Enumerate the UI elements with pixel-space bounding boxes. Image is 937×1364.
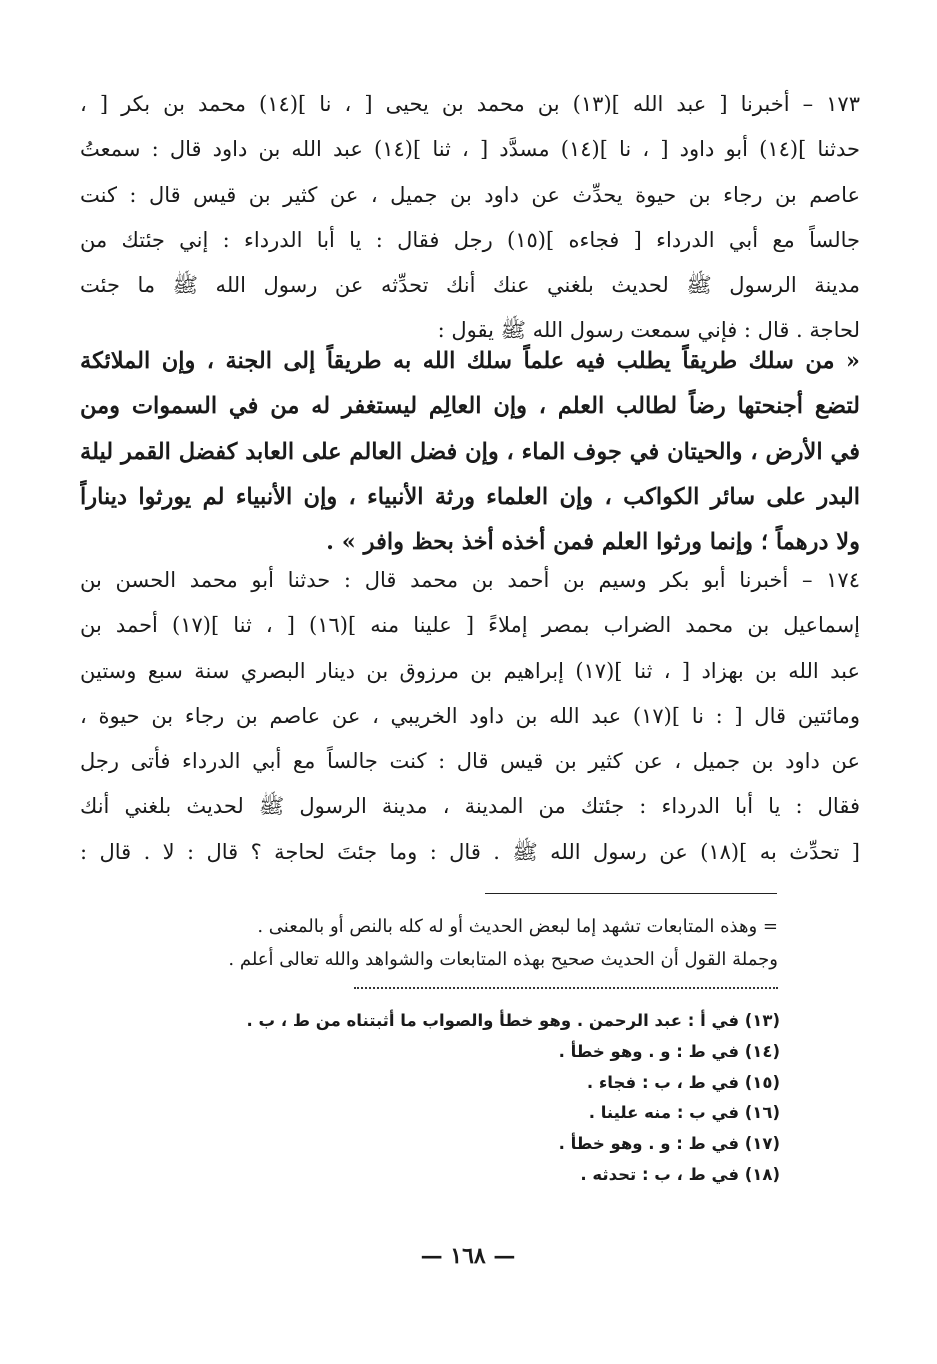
text-line: مدينة الرسول ﷺ لحديث بلغني عنك أنك تحدِّثه عن رسول الله ﷺ ما جئت <box>80 273 860 298</box>
text-line: حدثنا ](١٤) أبو داود [ ، نا ](١٤) مسدَّد [ ، ثنا ](١٤) عبد الله بن داود قال : سمعتُ <box>80 137 860 162</box>
text-line: فقال : يا أبا الدرداء : جئتك من المدينة ، مدينة الرسول ﷺ لحديث بلغني أنك <box>80 794 860 819</box>
footnote: (١٤) في ط : و . وهو خطأ . <box>558 1041 780 1061</box>
text-line: لحاجة . قال : فإني سمعت رسول الله ﷺ يقول : <box>437 318 860 343</box>
hadith-quote <box>80 339 860 565</box>
hadith-173-paragraph <box>80 82 860 354</box>
text-line: عن داود بن جميل ، عن كثير بن قيس قال : كنت جالساً مع أبي الدرداء فأتى رجل <box>80 749 860 774</box>
dotted-separator <box>354 987 778 989</box>
footnotes-list <box>200 1006 780 1191</box>
footnote: (١٥) في ط ، ب : فجاء . <box>586 1072 780 1092</box>
footnote: (١٨) في ط ، ب : تحدثه . <box>580 1164 780 1184</box>
text-line: ١٧٤ – أخبرنا أبو بكر وسيم بن أحمد بن محمد قال : حدثنا أبو محمد الحسن بن <box>80 568 860 592</box>
quote-line: ولا درهماً ؛ وإنما ورثوا العلم فمن أخذه أخذ بحظ وافر » . <box>326 529 860 556</box>
quote-line: « من سلك طريقاً يطلب فيه علماً سلك الله به طريقاً إلى الجنة ، وإن الملائكة <box>80 348 860 374</box>
continued-footnote <box>120 910 778 976</box>
text-line: ومائتين قال [ : نا ](١٧) عبد الله بن داود الخريبي ، عن عاصم بن رجاء بن حيوة ، <box>80 703 860 728</box>
text-line: إسماعيل بن محمد الضراب بمصر إملاءً [ علينا منه ](١٦) [ ، ثنا ](١٧) أحمد بن <box>80 613 860 638</box>
hadith-174-paragraph <box>80 558 860 875</box>
text-line: [ تحدِّث به ](١٨) عن رسول الله ﷺ . قال : وما جئتَ لحاجة ؟ قال : لا . قال : <box>80 839 860 864</box>
text-line: ١٧٣ – أخبرنا [ عبد الله ](١٣) بن محمد بن يحيى [ ، نا ](١٤) محمد بن بكر [ ، <box>80 92 860 116</box>
note-line: وجملة القول أن الحديث صحيح بهذه المتابعات والشواهد والله تعالى أعلم . <box>228 949 778 970</box>
quote-line: لتضع أجنحتها رضاً لطالب العلم ، وإن العالِم ليستغفر له من في السموات ومن <box>80 393 860 420</box>
text-line: جالساً مع أبي الدرداء [ فجاءه ](١٥) رجل فقال : يا أبا الدرداء : إني جئتك من <box>80 227 860 252</box>
text-line: عبد الله بن بهزاد [ ، ثنا ](١٧) إبراهيم بن مرزوق بن دينار البصري سنة سبع وستين <box>80 658 860 683</box>
quote-line: البدر على سائر الكواكب ، وإن العلماء ورثة الأنبياء ، وإن الأنبياء لم يورثوا ديناراً <box>80 483 860 510</box>
footnote: (١٣) في أ : عبد الرحمن . وهو خطأ والصواب ما أثبتناه من ط ، ب . <box>246 1011 780 1030</box>
page-number: — ١٦٨ — <box>420 1243 516 1269</box>
footnote-separator <box>485 893 777 894</box>
quote-line: في الأرض ، والحيتان في جوف الماء ، وإن فضل العالم على العابد كفضل القمر ليلة <box>80 438 860 465</box>
text-line: عاصم بن رجاء بن حيوة يحدِّث عن داود بن جميل ، عن كثير بن قيس قال : كنت <box>80 182 860 207</box>
footnote: (١٦) في ب : منه علينا . <box>588 1103 780 1123</box>
note-line: = وهذه المتابعات تشهد إما لبعض الحديث أو له كله بالنص أو بالمعنى . <box>257 916 778 937</box>
footnote: (١٧) في ط : و . وهو خطأ . <box>558 1134 780 1154</box>
